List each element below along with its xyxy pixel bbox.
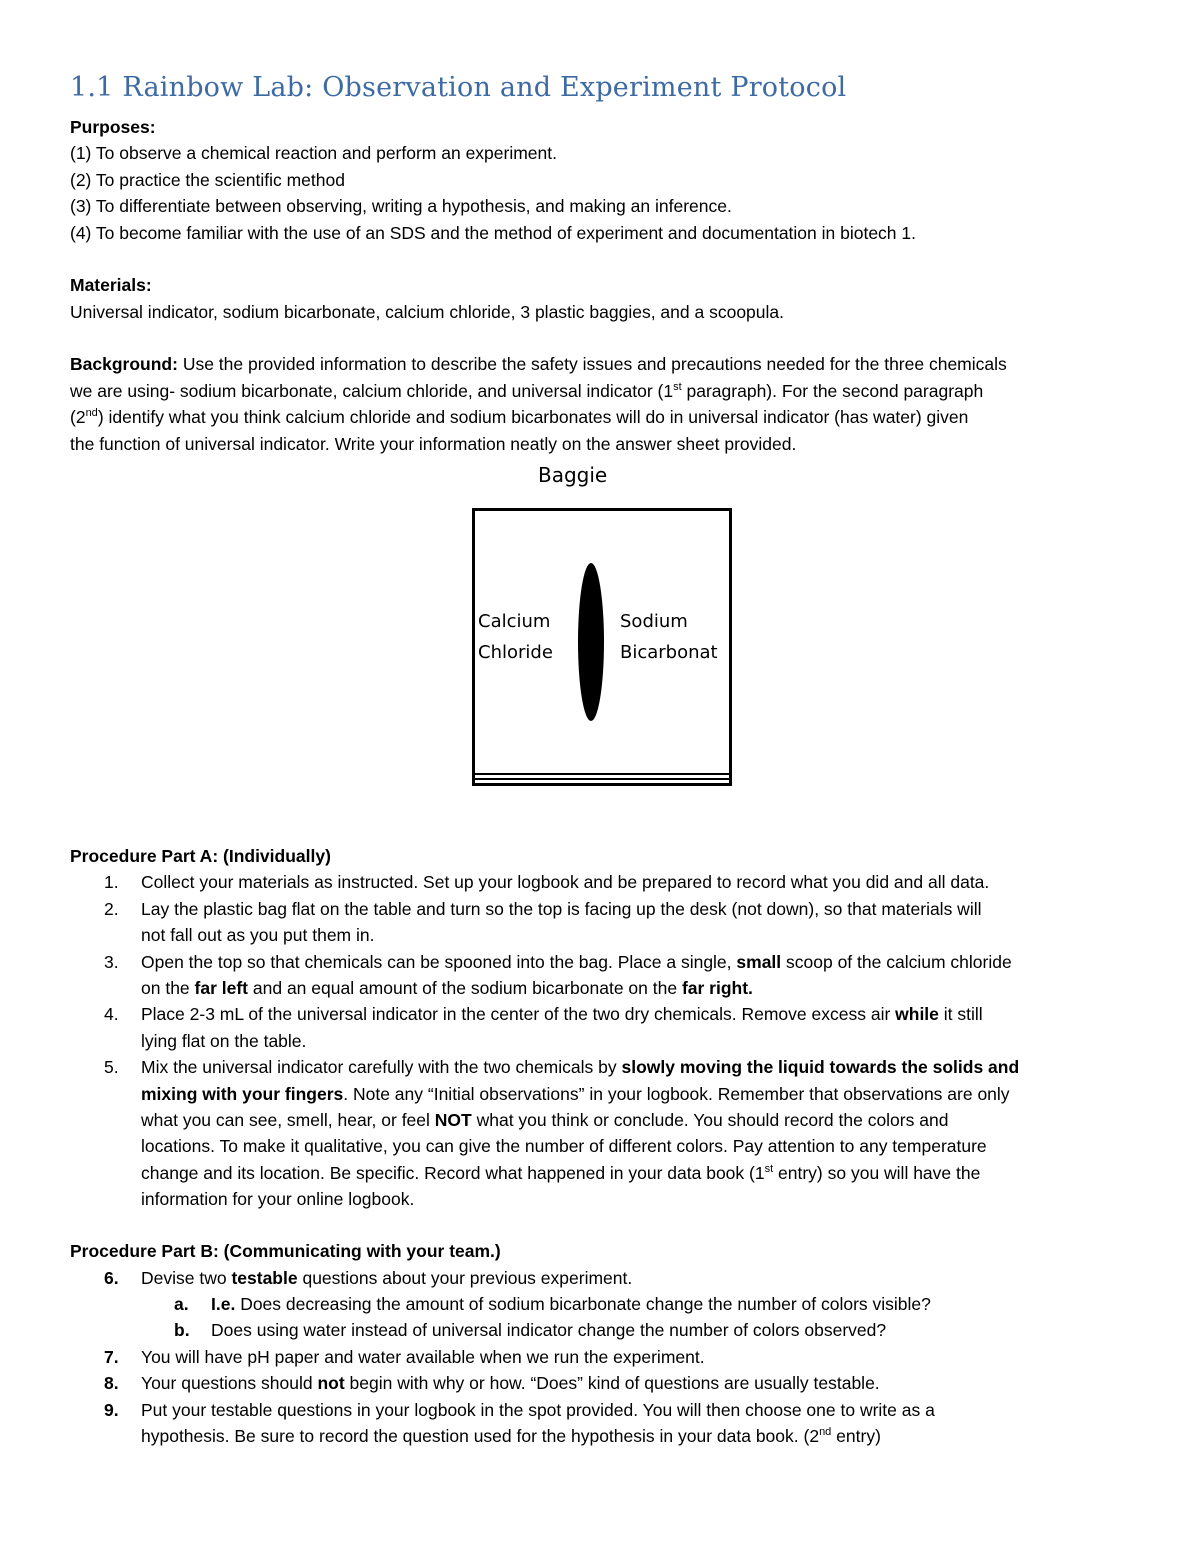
step-text: on the far left and an equal amount of the sodium bicarbonate on the far right.	[141, 978, 753, 998]
step-text: what you can see, smell, hear, or feel NOT what you think or conclude. You should record the colors and	[141, 1110, 949, 1130]
step-text: not fall out as you put them in.	[141, 925, 375, 945]
step-text: mixing with your fingers. Note any “Initial observations” in your logbook. Remember that observations are only	[141, 1084, 1010, 1104]
step-text: information for your online logbook.	[141, 1189, 415, 1209]
step-text: Your questions should not begin with why or how. “Does” kind of questions are usually testable.	[141, 1373, 880, 1393]
step-number: 5.	[104, 1057, 119, 1077]
sodium-bicarbonate-label: Sodium Bicarbonat	[620, 611, 718, 663]
background-heading: Background:	[70, 354, 178, 374]
step-number: 1.	[104, 872, 119, 892]
materials-heading: Materials:	[70, 275, 152, 295]
indicator-drop-shape	[577, 562, 605, 722]
background-line: (2nd) identify what you think calcium chloride and sodium bicarbonates will do in universal indicator (has water) given	[70, 407, 969, 427]
background-line: Background: Use the provided information to describe the safety issues and precautions needed for the three chemicals	[70, 354, 1007, 374]
step-text: Mix the universal indicator carefully with the two chemicals by slowly moving the liquid towards the solids and	[141, 1057, 1020, 1077]
step-text: lying flat on the table.	[141, 1031, 307, 1051]
step-text: Open the top so that chemicals can be spooned into the bag. Place a single, small scoop of the calcium chloride	[141, 952, 1012, 972]
figure-title: Baggie	[538, 463, 608, 487]
substep-text: Does using water instead of universal indicator change the number of colors observed?	[211, 1320, 887, 1340]
purpose-item: (4) To become familiar with the use of an SDS and the method of experiment and documentation in biotech 1.	[70, 223, 916, 243]
step-text: locations. To make it qualitative, you can give the number of different colors. Pay attention to any temperature	[141, 1136, 987, 1156]
purpose-item: (3) To differentiate between observing, writing a hypothesis, and making an inference.	[70, 196, 732, 216]
materials-text: Universal indicator, sodium bicarbonate, calcium chloride, 3 plastic baggies, and a scoopula.	[70, 302, 785, 322]
step-text: Place 2-3 mL of the universal indicator in the center of the two dry chemicals. Remove excess air while it still	[141, 1004, 983, 1024]
purpose-item: (1) To observe a chemical reaction and perform an experiment.	[70, 143, 558, 163]
step-number: 7.	[104, 1347, 119, 1367]
background-line: the function of universal indicator. Write your information neatly on the answer sheet provided.	[70, 434, 797, 454]
part-b-heading: Procedure Part B: (Communicating with your team.)	[70, 1241, 501, 1261]
substep-letter: b.	[174, 1320, 190, 1340]
step-number: 2.	[104, 899, 119, 919]
baggie-seal-line	[475, 778, 732, 780]
part-a-heading: Procedure Part A: (Individually)	[70, 846, 331, 866]
step-number: 6.	[104, 1268, 119, 1288]
substep-letter: a.	[174, 1294, 189, 1314]
step-number: 3.	[104, 952, 119, 972]
step-text: hypothesis. Be sure to record the question used for the hypothesis in your data book. (2nd entry)	[141, 1426, 881, 1446]
calcium-chloride-label: Calcium Chloride	[478, 611, 553, 663]
step-text: Devise two testable questions about your previous experiment.	[141, 1268, 633, 1288]
substep-text: I.e. Does decreasing the amount of sodium bicarbonate change the number of colors visible?	[211, 1294, 931, 1314]
page-title: 1.1 Rainbow Lab: Observation and Experiment Protocol	[70, 72, 847, 103]
background-line: we are using- sodium bicarbonate, calcium chloride, and universal indicator (1st paragraph). For the second paragraph	[70, 381, 984, 401]
purpose-item: (2) To practice the scientific method	[70, 170, 345, 190]
step-text: You will have pH paper and water available when we run the experiment.	[141, 1347, 705, 1367]
purposes-heading: Purposes:	[70, 117, 156, 137]
step-text: Lay the plastic bag flat on the table and turn so the top is facing up the desk (not down), so that materials will	[141, 899, 982, 919]
step-number: 9.	[104, 1400, 119, 1420]
step-text: Put your testable questions in your logbook in the spot provided. You will then choose one to write as a	[141, 1400, 935, 1420]
step-number: 8.	[104, 1373, 119, 1393]
step-number: 4.	[104, 1004, 119, 1024]
step-text: change and its location. Be specific. Record what happened in your data book (1st entry) so you will have the	[141, 1163, 981, 1183]
step-text: Collect your materials as instructed. Set up your logbook and be prepared to record what you did and all data.	[141, 872, 990, 892]
baggie-seal-line	[475, 773, 732, 775]
